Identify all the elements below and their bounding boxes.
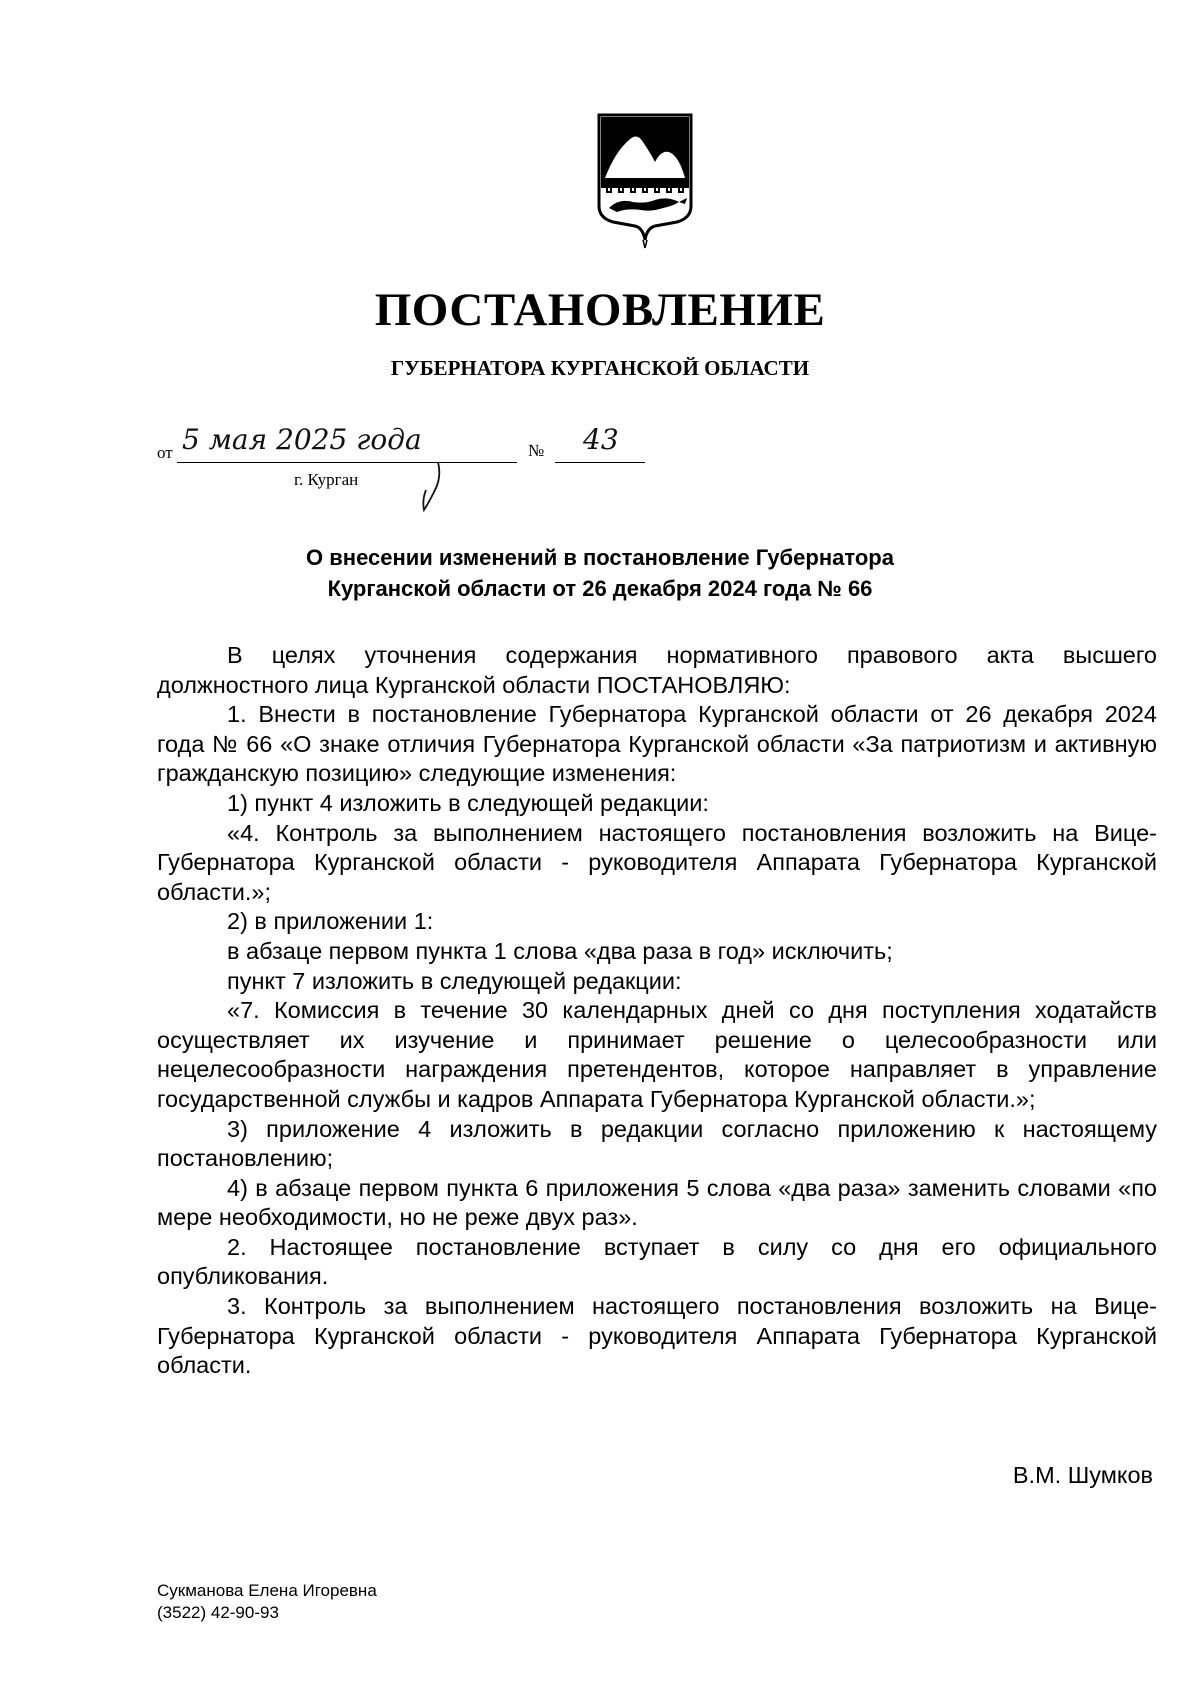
executor-name: Сукманова Елена Игоревна: [157, 1581, 377, 1600]
body-paragraph: 3) приложение 4 изложить в редакции согласно приложению к настоящему постановлению;: [157, 1115, 1157, 1172]
body-paragraph: в абзаце первом пункта 1 слова «два раза в год» исключить;: [227, 937, 893, 964]
body-paragraph: 1) пункт 4 изложить в следующей редакции:: [227, 789, 709, 816]
date-prefix: от: [157, 443, 173, 462]
document-issuer: ГУБЕРНАТОРА КУРГАНСКОЙ ОБЛАСТИ: [390, 356, 810, 380]
handwritten-flourish: [420, 460, 450, 512]
body-paragraph: 2) в приложении 1:: [227, 908, 434, 935]
body-paragraph: 4) в абзаце первом пункта 6 приложения 5 слова «два раза» заменить словами «по мере необходимости, но не реже двух раз».: [157, 1174, 1157, 1231]
body-paragraph: пункт 7 изложить в следующей редакции:: [227, 967, 682, 994]
document-subject: [150, 542, 1050, 604]
body-paragraph: «7. Комиссия в течение 30 календарных дней со дня поступления ходатайств осуществляет их изучение и принимает решение о целесообразности или нецелесообразности награждения претендентов, которое направляет в управление государственной службы и кадров Аппарата Губернатора Курганской области.»;: [157, 997, 1157, 1112]
document-title: ПОСТАНОВЛЕНИЕ: [374, 284, 826, 336]
subject-line: Курганской области от 26 декабря 2024 года № 66: [327, 576, 873, 601]
executor-phone: (3522) 42-90-93: [157, 1603, 279, 1622]
body-paragraph: «4. Контроль за выполнением настоящего постановления возложить на Вице-Губернатора Курганской области - руководителя Аппарата Губернатора Курганской области.»;: [157, 819, 1157, 905]
handwritten-number: 43: [583, 423, 619, 456]
city-label: г. Курган: [294, 470, 359, 489]
body-paragraph: 2. Настоящее постановление вступает в силу со дня его официального опубликования.: [157, 1233, 1157, 1290]
number-label: №: [528, 441, 545, 460]
subject-line: О внесении изменений в постановление Губернатора: [306, 545, 894, 570]
number-underline: [555, 462, 645, 463]
kurgan-coat-of-arms-emblem: [597, 112, 693, 268]
body-paragraph: В целях уточнения содержания нормативного правового акта высшего должностного лица Курганской области ПОСТАНОВЛЯЮ:: [157, 642, 1157, 698]
document-body: [157, 641, 1157, 1381]
body-paragraph: 1. Внести в постановление Губернатора Курганской области от 26 декабря 2024 года № 66 «О знаке отличия Губернатора Курганской области «За патриотизм и активную гражданскую позицию» следующие изменения:: [157, 701, 1157, 787]
executor-block: [157, 1580, 377, 1624]
body-paragraph: 3. Контроль за выполнением настоящего постановления возложить на Вице-Губернатора Курганской области - руководителя Аппарата Губернатора Курганской области.: [157, 1293, 1157, 1379]
handwritten-date: 5 мая 2025 года: [182, 423, 422, 456]
signatory-name: В.М. Шумков: [1012, 1462, 1153, 1488]
date-underline: [177, 462, 517, 463]
